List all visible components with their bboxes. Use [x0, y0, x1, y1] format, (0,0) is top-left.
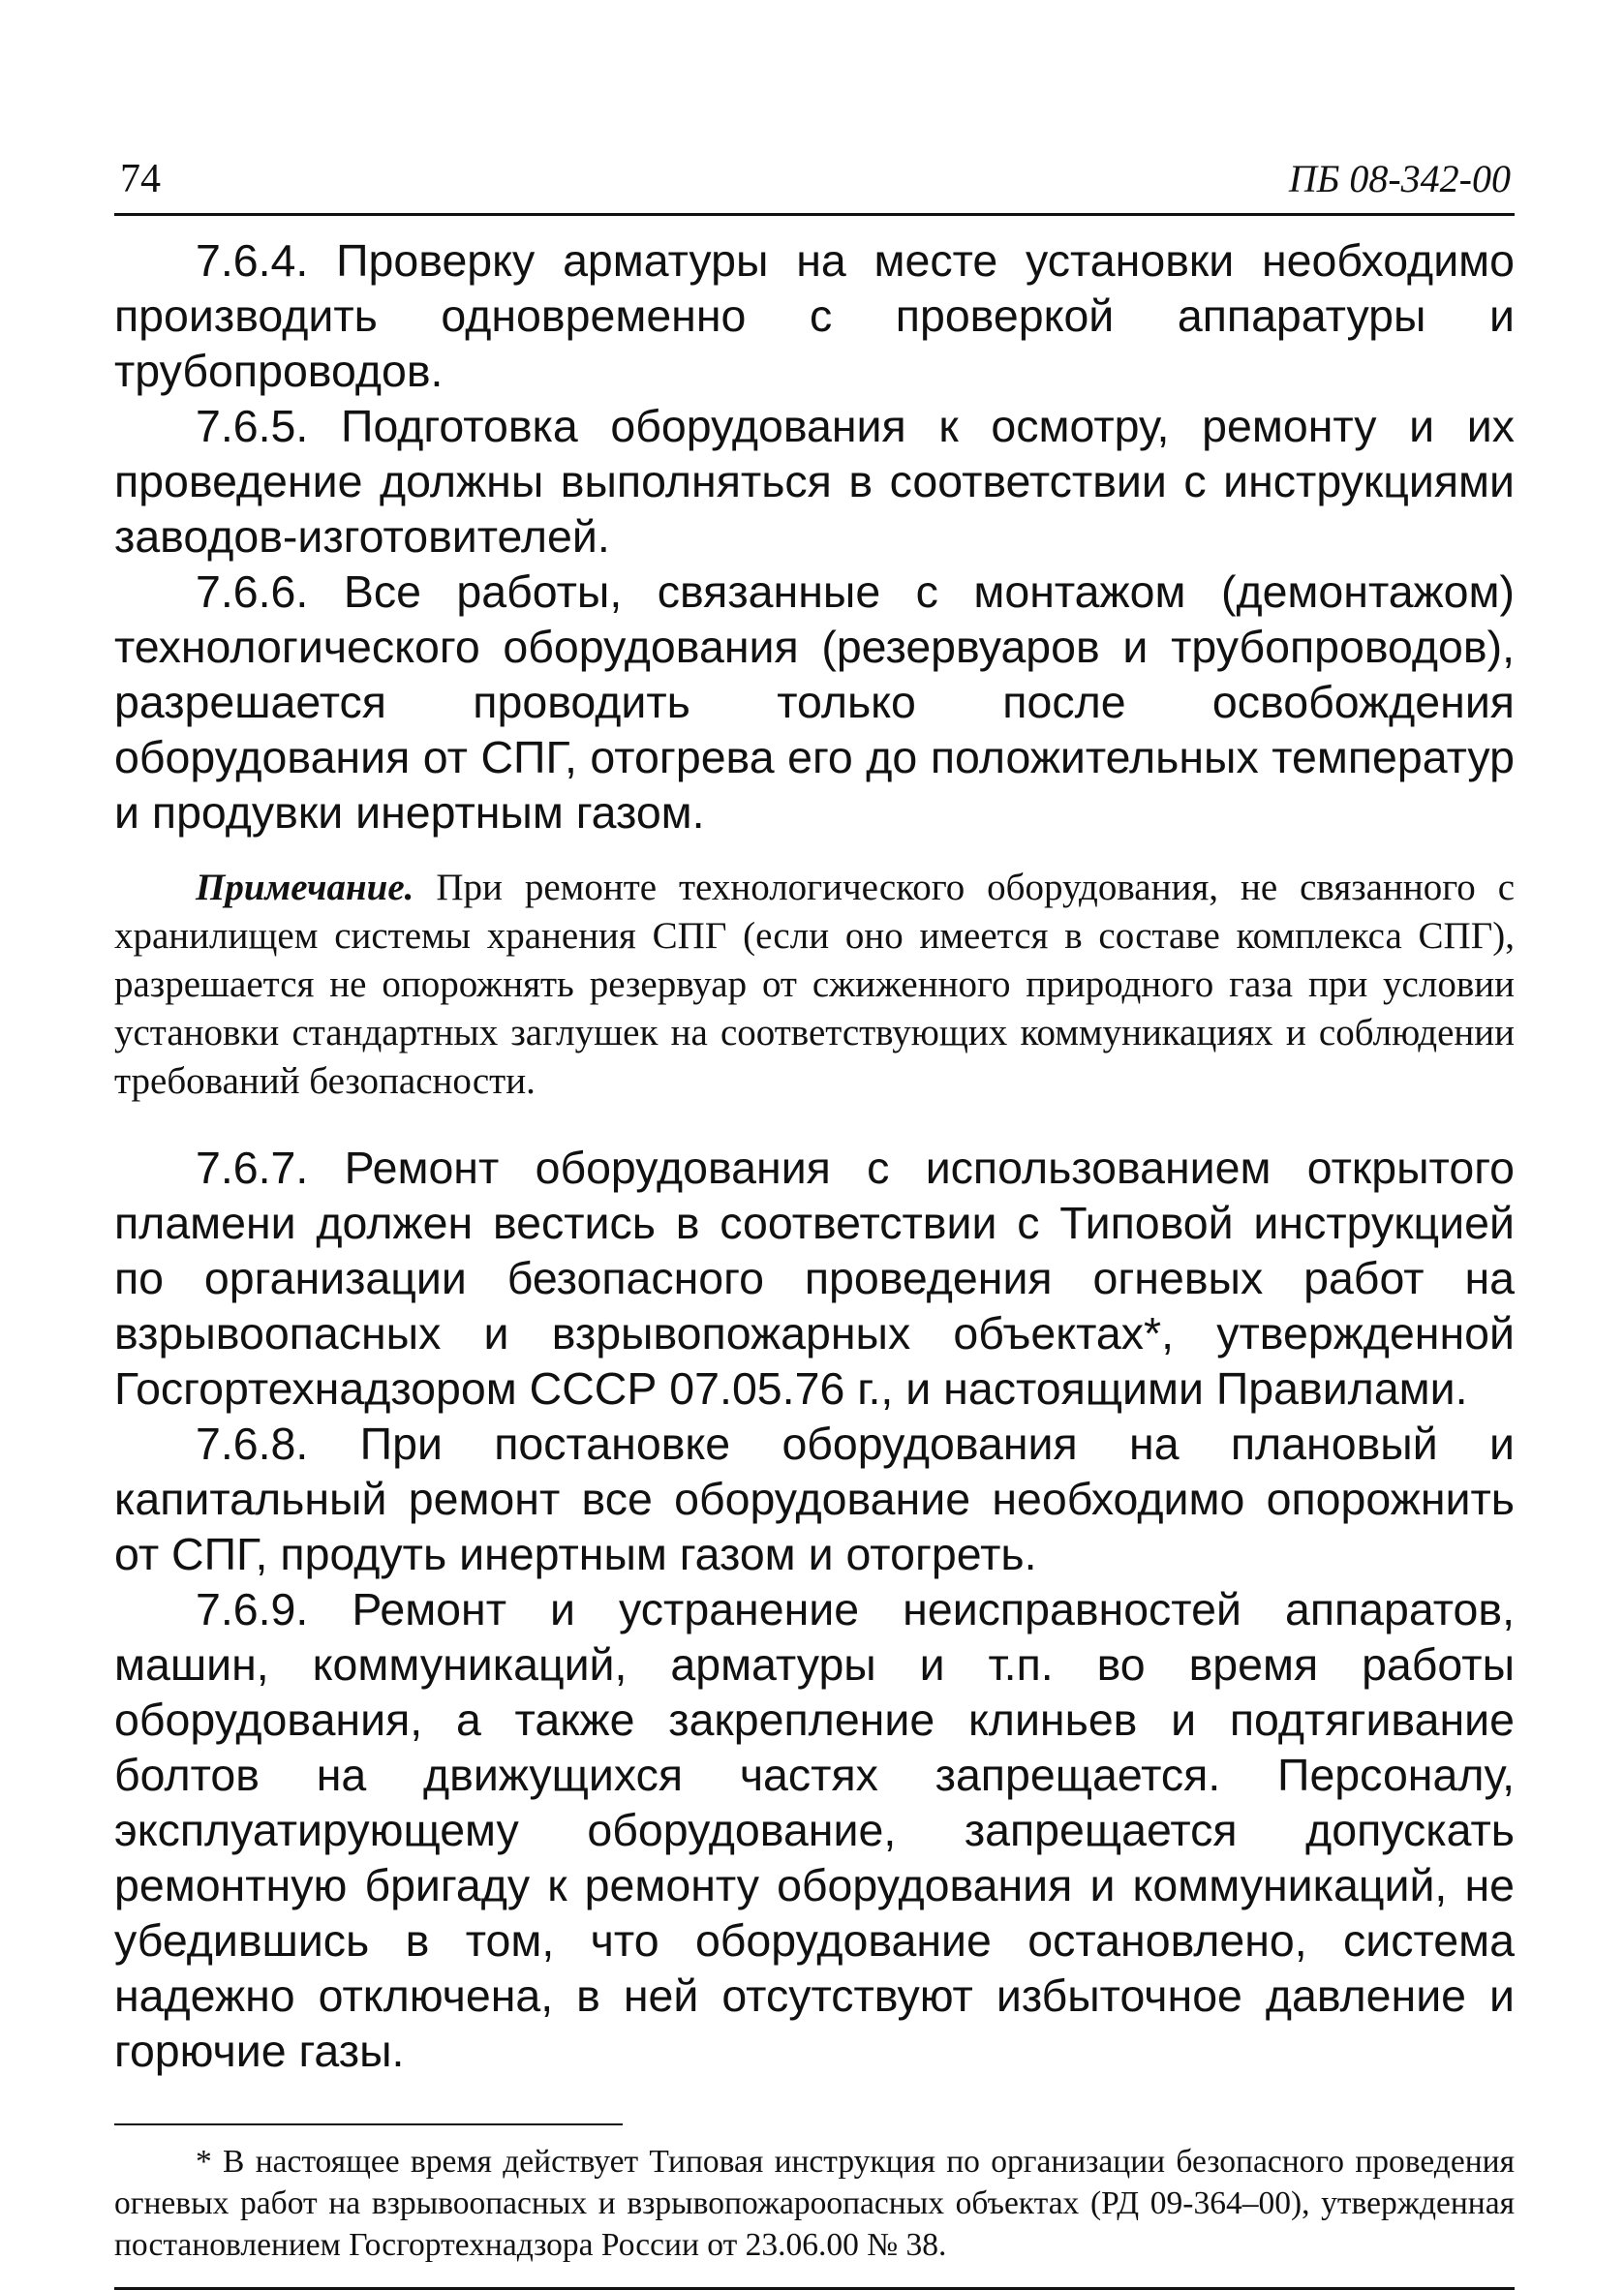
document-code: ПБ 08-342-00: [1288, 157, 1511, 200]
footnote-divider: [114, 2123, 623, 2125]
paragraph-7-6-7: 7.6.7. Ремонт оборудования с использованием открытого пламени должен вестись в соответствии с Типовой инструкцией по организации безопасного проведения огневых работ на взрывоопасных и взрывопожарных объектах*, утвержденной Госгортехнадзором СССР 07.05.76 г., и настоящими Правилами.: [114, 1143, 1515, 1414]
footnote: * В настоящее время действует Типовая инструкция по организации безопасного проведения огневых работ на взрывоопасных и взрывопожароопасных объектах (РД 09-364–00), утвержденная постановлением Госгортехнадзора России от 23.06.00 № 38.: [114, 2144, 1515, 2263]
note: [114, 864, 1515, 1106]
paragraph-7-6-9: 7.6.9. Ремонт и устранение неисправностей аппаратов, машин, коммуникаций, арматуры и т.п. во время работы оборудования, а также закрепление клиньев и подтягивание болтов на движущихся частях запрещается. Персоналу, эксплуатирующему оборудование, запрещается допускать ремонтную бригаду к ремонту оборудования и коммуникаций, не убедившись в том, что оборудование остановлено, система надежно отключена, в ней отсутствуют избыточное давление и горючие газы.: [114, 1584, 1515, 2076]
document-page: [114, 145, 1515, 2290]
note-text: При ремонте технологического оборудования, не связанного с хранилищем системы хранения СПГ (если оно имеется в составе комплекса СПГ), разрешается не опорожнять резервуар от сжиженного природного газа при условии установки стандартных заглушек на соответствующих коммуникациях и соблюдении требований безопасности.: [114, 867, 1515, 1102]
note-label: Примечание.: [196, 867, 414, 908]
body-text: [114, 233, 1515, 2079]
paragraph-7-6-8: 7.6.8. При постановке оборудования на плановый и капитальный ремонт все оборудование необходимо опорожнить от СПГ, продуть инертным газом и отогреть.: [114, 1419, 1515, 1579]
paragraph-7-6-4: 7.6.4. Проверку арматуры на месте установки необходимо производить одновременно с проверкой аппаратуры и трубопроводов.: [114, 235, 1515, 396]
paragraph-7-6-6: 7.6.6. Все работы, связанные с монтажом (демонтажом) технологического оборудования (резервуаров и трубопроводов), разрешается проводить только после освобождения оборудования от СПГ, отогрева его до положительных температур и продувки инертным газом.: [114, 566, 1515, 838]
paragraph-7-6-5: 7.6.5. Подготовка оборудования к осмотру, ремонту и их проведение должны выполняться в соответствии с инструкциями заводов-изготовителей.: [114, 401, 1515, 562]
page-number: 74: [120, 157, 161, 201]
page-header: [114, 145, 1515, 216]
